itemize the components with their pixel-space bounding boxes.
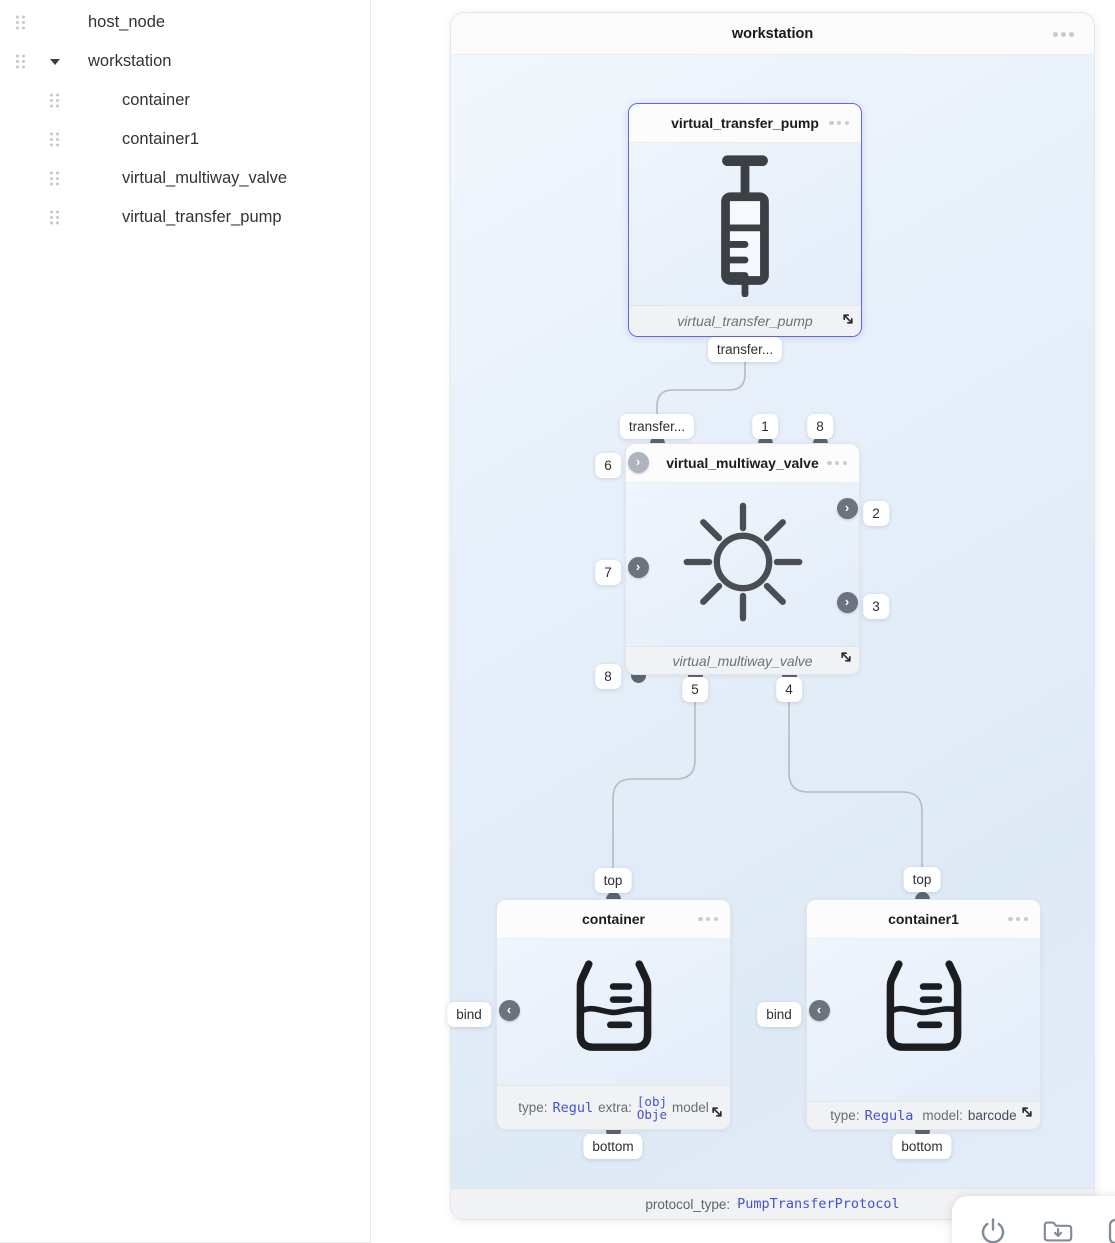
valve-handle-2[interactable]: › <box>837 498 858 519</box>
clipboard-icon[interactable] <box>1107 1215 1115 1243</box>
tree-item-container[interactable] <box>0 81 370 120</box>
port-label-valve-8-top: 8 <box>807 414 833 439</box>
drag-handle-icon[interactable] <box>48 131 62 149</box>
protocol-type-value: PumpTransferProtocol <box>737 1196 900 1212</box>
tree-item-container1[interactable] <box>0 120 370 159</box>
valve-handle-7[interactable]: › <box>628 557 649 578</box>
container-handle-bind[interactable]: ‹ <box>499 1000 520 1021</box>
model-label: model: <box>922 1108 963 1123</box>
workstation-header[interactable] <box>451 13 1094 55</box>
node-container[interactable] <box>496 899 731 1130</box>
valve-handle-6[interactable]: › <box>628 452 649 473</box>
port-label-valve-transfer: transfer... <box>620 414 694 439</box>
syringe-icon <box>629 149 861 297</box>
container1-node-header[interactable] <box>807 900 1040 939</box>
container-node-footer <box>497 1085 730 1129</box>
port-label-valve-2: 2 <box>863 501 889 526</box>
node-container1[interactable] <box>806 899 1041 1130</box>
port-label-container-bottom: bottom <box>583 1134 642 1159</box>
model-value: barcode <box>967 1108 1017 1123</box>
tree-item-label: container <box>122 91 190 109</box>
container-node-title: container <box>581 911 645 927</box>
model-label: model <box>672 1100 709 1115</box>
valve-handle-3[interactable]: › <box>837 592 858 613</box>
resize-icon[interactable] <box>1020 1105 1034 1124</box>
port-label-valve-1: 1 <box>752 414 778 439</box>
device-tree-sidebar <box>0 0 371 1243</box>
pump-node-title: virtual_transfer_pump <box>671 115 819 131</box>
port-label-valve-7: 7 <box>595 560 621 585</box>
container1-handle-bind[interactable]: ‹ <box>809 1000 830 1021</box>
port-label-valve-5: 5 <box>682 677 708 702</box>
folder-download-icon[interactable] <box>1042 1215 1074 1243</box>
node-virtual-transfer-pump[interactable] <box>628 103 862 337</box>
drag-handle-icon[interactable] <box>14 14 28 32</box>
resize-icon[interactable] <box>710 1105 724 1124</box>
container1-node-title: container1 <box>888 911 959 927</box>
port-label-valve-4: 4 <box>776 677 802 702</box>
ellipsis-menu-icon[interactable] <box>829 121 849 125</box>
caret-down-icon[interactable] <box>50 59 60 65</box>
pump-node-header[interactable] <box>629 104 861 143</box>
beaker-icon <box>497 952 730 1064</box>
port-label-container1-top: top <box>904 867 941 892</box>
ellipsis-menu-icon[interactable] <box>698 917 718 921</box>
power-icon[interactable] <box>977 1215 1009 1243</box>
type-value: Regul <box>552 1099 594 1116</box>
canvas-toolbar <box>952 1196 1115 1243</box>
protocol-type-label: protocol_type: <box>645 1196 731 1212</box>
container-node-header[interactable] <box>497 900 730 939</box>
tree-item-label: virtual_multiway_valve <box>122 169 288 187</box>
valve-footer-name: virtual_multiway_valve <box>672 652 813 669</box>
port-label-container1-bottom: bottom <box>892 1134 951 1159</box>
node-virtual-multiway-valve[interactable] <box>625 443 860 675</box>
port-label-valve-6: 6 <box>595 453 621 478</box>
drag-handle-icon[interactable] <box>14 53 28 71</box>
port-label-valve-3: 3 <box>863 594 889 619</box>
type-value: Regula <box>864 1107 914 1124</box>
pump-footer-name: virtual_transfer_pump <box>677 313 813 329</box>
tree-item-virtual-transfer-pump[interactable] <box>0 198 370 237</box>
extra-label: extra: <box>598 1100 632 1115</box>
type-label: type: <box>830 1108 860 1123</box>
ellipsis-menu-icon[interactable] <box>1008 917 1028 921</box>
tree-item-label: container1 <box>122 130 200 148</box>
resize-icon[interactable] <box>839 650 853 669</box>
drag-handle-icon[interactable] <box>48 170 62 188</box>
tree-item-label: host_node <box>88 13 166 31</box>
port-label-container-top: top <box>595 868 632 893</box>
container1-node-footer <box>807 1101 1040 1129</box>
ellipsis-menu-icon[interactable] <box>827 461 847 465</box>
drag-handle-icon[interactable] <box>48 92 62 110</box>
pump-node-footer <box>629 305 861 336</box>
valve-node-footer <box>626 646 859 674</box>
tree-item-host-node[interactable] <box>0 3 370 42</box>
tree-item-workstation[interactable] <box>0 42 370 81</box>
port-label-container1-bind: bind <box>757 1002 801 1027</box>
extra-value: [obj Obje <box>636 1093 667 1122</box>
port-label-valve-8-bottom: 8 <box>595 664 621 689</box>
valve-node-title: virtual_multiway_valve <box>666 455 819 471</box>
type-label: type: <box>518 1100 548 1115</box>
drag-handle-icon[interactable] <box>48 209 62 227</box>
tree-item-label: workstation <box>88 52 172 70</box>
workstation-title: workstation <box>731 25 814 42</box>
multiway-valve-icon <box>626 499 859 625</box>
beaker-icon <box>807 952 1040 1064</box>
resize-icon[interactable] <box>841 312 855 331</box>
tree-item-virtual-multiway-valve[interactable] <box>0 159 370 198</box>
valve-node-header[interactable] <box>626 444 859 483</box>
ellipsis-menu-icon[interactable] <box>1053 32 1074 37</box>
port-label-container-bind: bind <box>447 1002 491 1027</box>
port-label-pump-transfer: transfer... <box>708 337 782 362</box>
tree-item-label: virtual_transfer_pump <box>122 208 282 226</box>
